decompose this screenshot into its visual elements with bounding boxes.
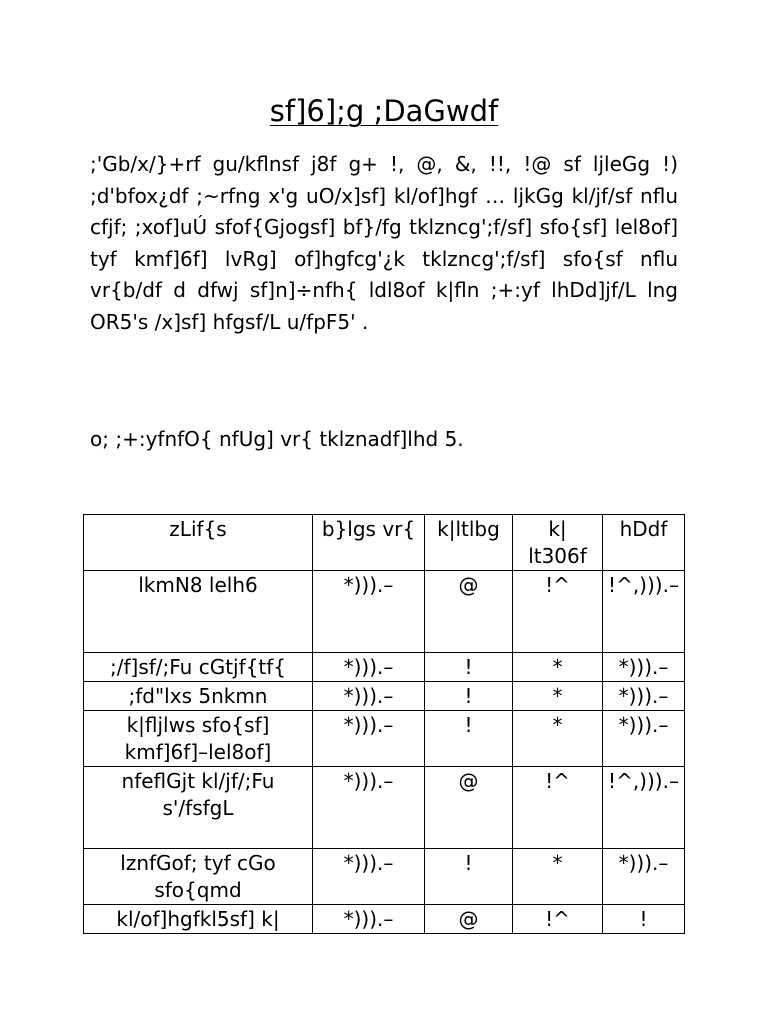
table-cell: ;/f]sf/;Fu cGtjf{tf{ [84, 653, 313, 682]
table-cell: !^ [513, 767, 603, 849]
page-title: sf]6];g ;DaGwdf [269, 94, 499, 128]
header-per-day: k|ltlbg [425, 515, 513, 571]
table-cell: * [513, 849, 603, 905]
header-title: zLif{s [84, 515, 313, 571]
table-cell: *))).– [603, 849, 685, 905]
table-cell: nfeflGjt kl/jf/;Fu s'/fsfgL [84, 767, 313, 849]
table-cell: *))).– [313, 682, 425, 711]
table-cell: @ [425, 571, 513, 653]
table-cell: !^ [513, 905, 603, 934]
table-cell: @ [425, 767, 513, 849]
table-cell: k|fljlws sfo{sf] kmf]6f]–lel8of] [84, 711, 313, 767]
body-paragraph: ;'Gb/x/}+rf gu/kflnsf j8f g+ !, @, &, !!, !@ sf ljleGg !) ;d'bfox¿df ;~rfng x'g uO/x]sf] kl/of]hgf … ljkGg kl/jf/sf nflu cfjf; ;xof]uÚ sfof{Gjogsf] bf}/fg tklzncg';f/sf] sfo{sf] lel8of] tyf kmf]6f] lvRg] of]hgfcg'¿k tklzncg';f/sf] sfo{sf nflu vr{b/df d dfwj sf]n]÷nfh{ ldl8of k|fln ;+:yf lhDd]jf/L lng OR5's /x]sf] hfgsf/L u/fpF5' . [90, 152, 678, 334]
table-cell: ! [603, 905, 685, 934]
table-cell: !^,))).– [603, 571, 685, 653]
table-row [84, 905, 685, 934]
header-total: hDdf [603, 515, 685, 571]
table-cell: *))).– [313, 571, 425, 653]
table-cell: *))).– [603, 682, 685, 711]
table-row [84, 767, 685, 849]
table-cell: * [513, 682, 603, 711]
table-row [84, 711, 685, 767]
table-header-row [84, 515, 685, 571]
table-row [84, 653, 685, 682]
table-cell: *))).– [313, 767, 425, 849]
table-cell: lkmN8 lelh6 [84, 571, 313, 653]
table-cell: * [513, 711, 603, 767]
table-cell: !^ [513, 571, 603, 653]
table-cell: *))).– [313, 849, 425, 905]
header-daily-cost: b}lgs vr{ [313, 515, 425, 571]
table-cell: *))).– [313, 653, 425, 682]
table-row [84, 571, 685, 653]
table-cell: lznfGof; tyf cGo sfo{qmd [84, 849, 313, 905]
table-cell: ! [425, 682, 513, 711]
table-cell: *))).– [313, 711, 425, 767]
table-cell: *))).– [603, 711, 685, 767]
cost-table [83, 514, 685, 934]
table-cell: @ [425, 905, 513, 934]
table-cell: ! [425, 653, 513, 682]
table-row [84, 849, 685, 905]
table-cell: ! [425, 849, 513, 905]
table-row [84, 682, 685, 711]
table-cell: *))).– [313, 905, 425, 934]
cost-intro-line: o; ;+:yfnfO{ nfUg] vr{ tklznadf]lhd 5. [90, 427, 464, 451]
table-cell: !^,))).– [603, 767, 685, 849]
table-cell: * [513, 653, 603, 682]
header-per-hour: k| lt306f [513, 515, 603, 571]
table-cell: *))).– [603, 653, 685, 682]
table-cell: ! [425, 711, 513, 767]
table-cell: kl/of]hgfkl5sf] k| [84, 905, 313, 934]
table-cell: ;fd"lxs 5nkmn [84, 682, 313, 711]
